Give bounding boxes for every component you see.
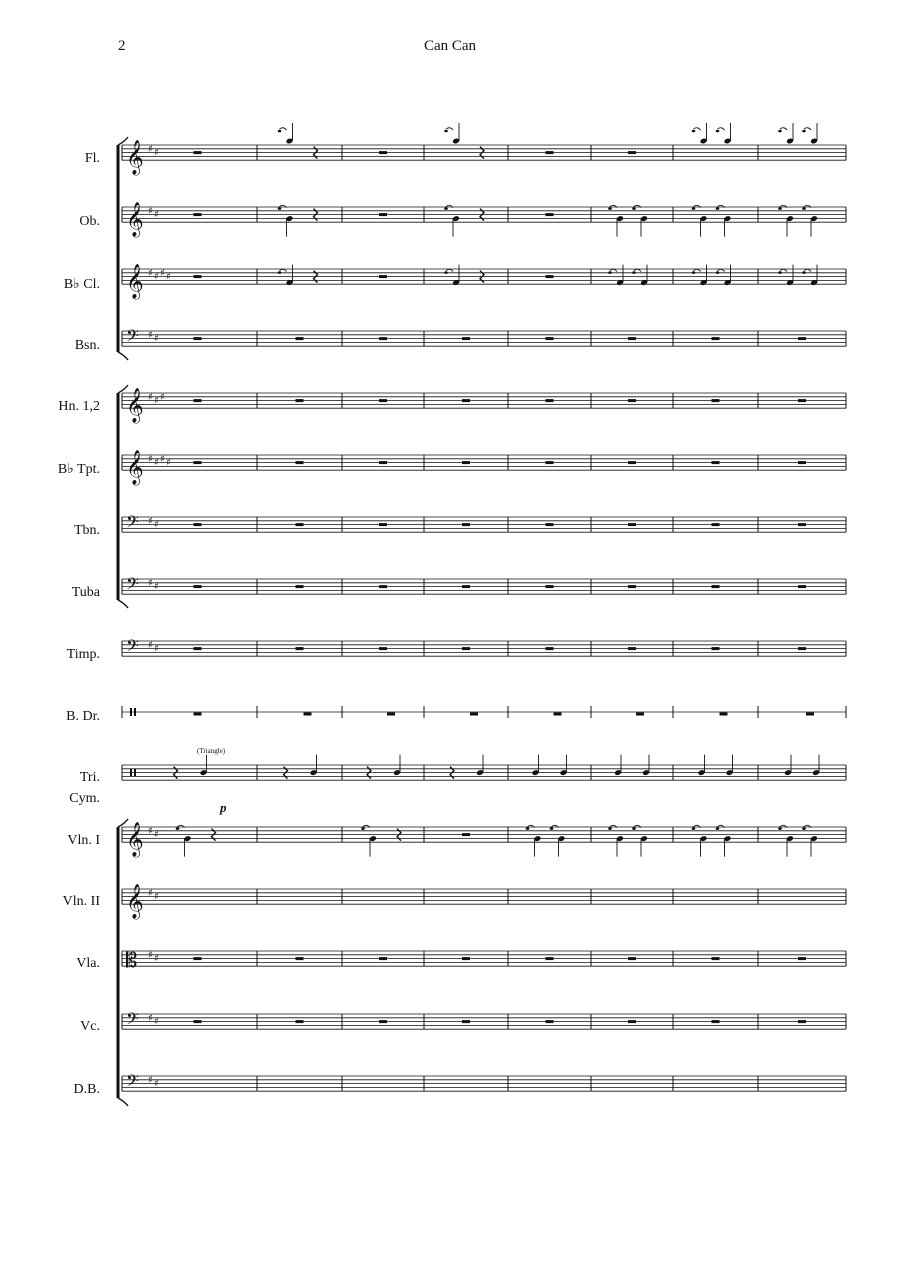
staff-12-key-sharp: ♯	[148, 825, 153, 837]
grace-slur	[694, 269, 701, 271]
grace-slur	[694, 128, 701, 130]
bass-drum-rest	[554, 713, 562, 716]
staff-4-key-sharp: ♯	[148, 391, 153, 403]
whole-rest	[194, 151, 202, 154]
whole-rest	[296, 585, 304, 588]
whole-rest	[194, 275, 202, 278]
whole-rest	[194, 1020, 202, 1023]
whole-rest	[296, 1020, 304, 1023]
grace-note	[778, 130, 782, 133]
whole-rest	[546, 585, 554, 588]
whole-rest	[798, 585, 806, 588]
grace-slur	[610, 269, 617, 271]
staff-12-key-sharp: ♯	[154, 829, 159, 841]
whole-rest	[798, 399, 806, 402]
grace-note	[716, 130, 720, 133]
page-number: 2	[118, 38, 126, 54]
grace-note	[444, 271, 448, 274]
whole-rest	[194, 213, 202, 216]
whole-rest	[546, 523, 554, 526]
instrument-label-horn: Hn. 1,2	[58, 399, 100, 414]
instrument-label-oboe: Ob.	[79, 214, 100, 229]
staff-5-treble-clef: 𝄞	[126, 450, 144, 486]
whole-rest	[296, 957, 304, 960]
grace-note	[692, 271, 696, 274]
staff-5-key-sharp: ♯	[148, 453, 153, 465]
instrument-label-flute: Fl.	[84, 151, 100, 166]
staff-4-key-sharp: ♯	[160, 391, 165, 403]
whole-rest	[546, 461, 554, 464]
grace-note	[632, 207, 636, 210]
grace-note	[802, 827, 806, 830]
woodwind-bracket-bottom	[118, 352, 128, 360]
whole-rest	[546, 213, 554, 216]
grace-slur	[780, 128, 787, 130]
instrument-label-tuba: Tuba	[71, 585, 100, 600]
grace-note	[361, 827, 365, 830]
whole-rest	[798, 647, 806, 650]
staff-0-treble-clef: 𝄞	[126, 140, 144, 176]
triangle-annotation: (Triangle)	[197, 747, 226, 755]
whole-rest	[628, 647, 636, 650]
staff-6-key-sharp: ♯	[154, 519, 159, 531]
bass-drum-clef	[134, 708, 136, 716]
whole-rest	[194, 523, 202, 526]
whole-rest	[379, 337, 387, 340]
whole-rest	[379, 957, 387, 960]
grace-note	[550, 827, 554, 830]
instrument-label-trumpet: B♭ Tpt.	[57, 462, 100, 477]
staff-6-key-sharp: ♯	[148, 515, 153, 527]
whole-rest	[798, 523, 806, 526]
grace-note	[608, 207, 612, 210]
whole-rest	[462, 399, 470, 402]
instrument-label-violin-2: Vln. II	[62, 894, 100, 909]
instrument-label-bassoon: Bsn.	[74, 338, 100, 353]
whole-rest	[462, 523, 470, 526]
whole-rest	[546, 275, 554, 278]
grace-note	[716, 271, 720, 274]
staff-5-key-sharp: ♯	[166, 457, 171, 469]
whole-rest	[628, 1020, 636, 1023]
grace-note	[802, 130, 806, 133]
whole-rest	[628, 151, 636, 154]
whole-rest	[296, 523, 304, 526]
whole-rest	[712, 585, 720, 588]
staff-8-key-sharp: ♯	[154, 643, 159, 655]
bass-drum-rest	[720, 713, 728, 716]
grace-note	[278, 207, 282, 210]
instrument-label-bass-drum: B. Dr.	[66, 709, 100, 724]
whole-rest	[194, 461, 202, 464]
grace-note	[444, 207, 448, 210]
whole-rest	[712, 957, 720, 960]
staff-4-key-sharp: ♯	[154, 395, 159, 407]
whole-rest	[712, 1020, 720, 1023]
staff-13-key-sharp: ♯	[154, 891, 159, 903]
whole-rest	[296, 461, 304, 464]
grace-note	[608, 827, 612, 830]
staff-13-treble-clef: 𝄞	[126, 884, 144, 920]
triangle-clef	[134, 769, 136, 777]
staff-7-key-sharp: ♯	[148, 577, 153, 589]
whole-rest	[798, 957, 806, 960]
instrument-label-viola: Vla.	[76, 956, 100, 971]
grace-note	[278, 130, 282, 133]
page-title: Can Can	[423, 38, 477, 54]
staff-2-treble-clef: 𝄞	[126, 264, 144, 300]
instrument-label-timpani: Timp.	[66, 647, 100, 662]
dynamic-marking: p	[220, 800, 227, 815]
whole-rest	[712, 337, 720, 340]
grace-note	[802, 271, 806, 274]
whole-rest	[628, 461, 636, 464]
staff-4-treble-clef: 𝄞	[126, 388, 144, 424]
whole-rest	[798, 461, 806, 464]
whole-rest	[628, 957, 636, 960]
grace-note	[692, 130, 696, 133]
staff-1-key-sharp: ♯	[148, 205, 153, 217]
whole-rest	[379, 399, 387, 402]
staff-0-key-sharp: ♯	[154, 147, 159, 159]
staff-1-treble-clef: 𝄞	[126, 202, 144, 238]
whole-rest	[546, 151, 554, 154]
grace-note	[802, 207, 806, 210]
instrument-label-cymbal: Cym.	[69, 791, 100, 806]
instrument-label-clarinet: B♭ Cl.	[63, 277, 100, 292]
whole-rest	[194, 647, 202, 650]
staff-2-key-sharp: ♯	[166, 271, 171, 283]
staff-5-key-sharp: ♯	[160, 453, 165, 465]
staff-12-treble-clef: 𝄞	[126, 822, 144, 858]
grace-slur	[446, 269, 453, 271]
whole-rest	[628, 585, 636, 588]
grace-slur	[634, 269, 641, 271]
bass-drum-rest	[304, 713, 312, 716]
instrument-label-violin-1: Vln. I	[67, 833, 100, 848]
staff-15-key-sharp: ♯	[148, 1012, 153, 1024]
grace-note	[716, 827, 720, 830]
staff-8-bass-clef: 𝄢	[126, 635, 139, 660]
triangle-clef	[130, 769, 132, 777]
whole-rest	[712, 523, 720, 526]
whole-rest	[546, 399, 554, 402]
staff-3-key-sharp: ♯	[154, 333, 159, 345]
whole-rest	[379, 1020, 387, 1023]
whole-rest	[798, 1020, 806, 1023]
grace-slur	[718, 128, 725, 130]
whole-rest	[194, 957, 202, 960]
whole-rest	[546, 1020, 554, 1023]
instrument-label-trombone: Tbn.	[73, 523, 100, 538]
staff-14-alto-clef: 𝄡	[126, 948, 138, 973]
grace-note	[444, 130, 448, 133]
whole-rest	[546, 337, 554, 340]
staff-16-bass-clef: 𝄢	[126, 1070, 139, 1095]
whole-rest	[194, 337, 202, 340]
staff-1-key-sharp: ♯	[154, 209, 159, 221]
whole-rest	[379, 647, 387, 650]
grace-note	[778, 271, 782, 274]
whole-rest	[296, 647, 304, 650]
whole-rest	[379, 151, 387, 154]
whole-rest	[379, 523, 387, 526]
staff-6-bass-clef: 𝄢	[126, 511, 139, 536]
bass-drum-rest	[636, 713, 644, 716]
whole-rest	[462, 957, 470, 960]
whole-rest	[379, 461, 387, 464]
staff-7-key-sharp: ♯	[154, 581, 159, 593]
grace-slur	[446, 128, 453, 130]
bass-drum-rest	[194, 713, 202, 716]
instrument-label-triangle: Tri.	[79, 770, 100, 785]
whole-rest	[546, 647, 554, 650]
whole-rest	[296, 337, 304, 340]
brass-bracket-bottom	[118, 600, 128, 608]
staff-3-key-sharp: ♯	[148, 329, 153, 341]
grace-note	[632, 827, 636, 830]
whole-rest	[462, 461, 470, 464]
whole-rest	[379, 213, 387, 216]
whole-rest	[798, 337, 806, 340]
staff-14-key-sharp: ♯	[148, 949, 153, 961]
bass-drum-rest	[470, 713, 478, 716]
staff-0-key-sharp: ♯	[148, 143, 153, 155]
whole-rest	[379, 275, 387, 278]
grace-note	[608, 271, 612, 274]
whole-rest	[712, 647, 720, 650]
grace-note	[632, 271, 636, 274]
whole-rest	[628, 337, 636, 340]
grace-slur	[780, 269, 787, 271]
whole-rest	[462, 337, 470, 340]
whole-rest	[296, 399, 304, 402]
instrument-label-cello: Vc.	[80, 1019, 100, 1034]
whole-rest	[462, 1020, 470, 1023]
strings-bracket-bottom	[118, 1098, 128, 1106]
staff-15-bass-clef: 𝄢	[126, 1008, 139, 1033]
grace-note	[716, 207, 720, 210]
staff-14-key-sharp: ♯	[154, 953, 159, 965]
whole-rest	[712, 461, 720, 464]
grace-slur	[804, 128, 811, 130]
staff-8-key-sharp: ♯	[148, 639, 153, 651]
whole-rest	[462, 585, 470, 588]
whole-rest	[628, 399, 636, 402]
grace-slur	[280, 269, 287, 271]
whole-rest	[462, 647, 470, 650]
whole-rest	[194, 585, 202, 588]
staff-7-bass-clef: 𝄢	[126, 573, 139, 598]
bass-drum-rest	[387, 713, 395, 716]
bass-drum-rest	[806, 713, 814, 716]
grace-note	[692, 207, 696, 210]
grace-slur	[280, 128, 287, 130]
whole-rest	[546, 957, 554, 960]
bass-drum-clef	[130, 708, 132, 716]
staff-13-key-sharp: ♯	[148, 887, 153, 899]
grace-note	[278, 271, 282, 274]
staff-16-key-sharp: ♯	[154, 1078, 159, 1090]
whole-rest	[194, 399, 202, 402]
whole-rest	[712, 399, 720, 402]
staff-15-key-sharp: ♯	[154, 1016, 159, 1028]
staff-3-bass-clef: 𝄢	[126, 325, 139, 350]
grace-note	[526, 827, 530, 830]
grace-slur	[718, 269, 725, 271]
grace-note	[692, 827, 696, 830]
grace-note	[778, 827, 782, 830]
grace-slur	[804, 269, 811, 271]
whole-rest	[462, 833, 470, 836]
staff-5-key-sharp: ♯	[154, 457, 159, 469]
instrument-label-double-bass: D.B.	[73, 1082, 100, 1097]
whole-rest	[379, 585, 387, 588]
grace-note	[778, 207, 782, 210]
staff-16-key-sharp: ♯	[148, 1074, 153, 1086]
staff-2-key-sharp: ♯	[160, 267, 165, 279]
staff-2-key-sharp: ♯	[148, 267, 153, 279]
staff-2-key-sharp: ♯	[154, 271, 159, 283]
grace-note	[176, 827, 180, 830]
whole-rest	[628, 523, 636, 526]
